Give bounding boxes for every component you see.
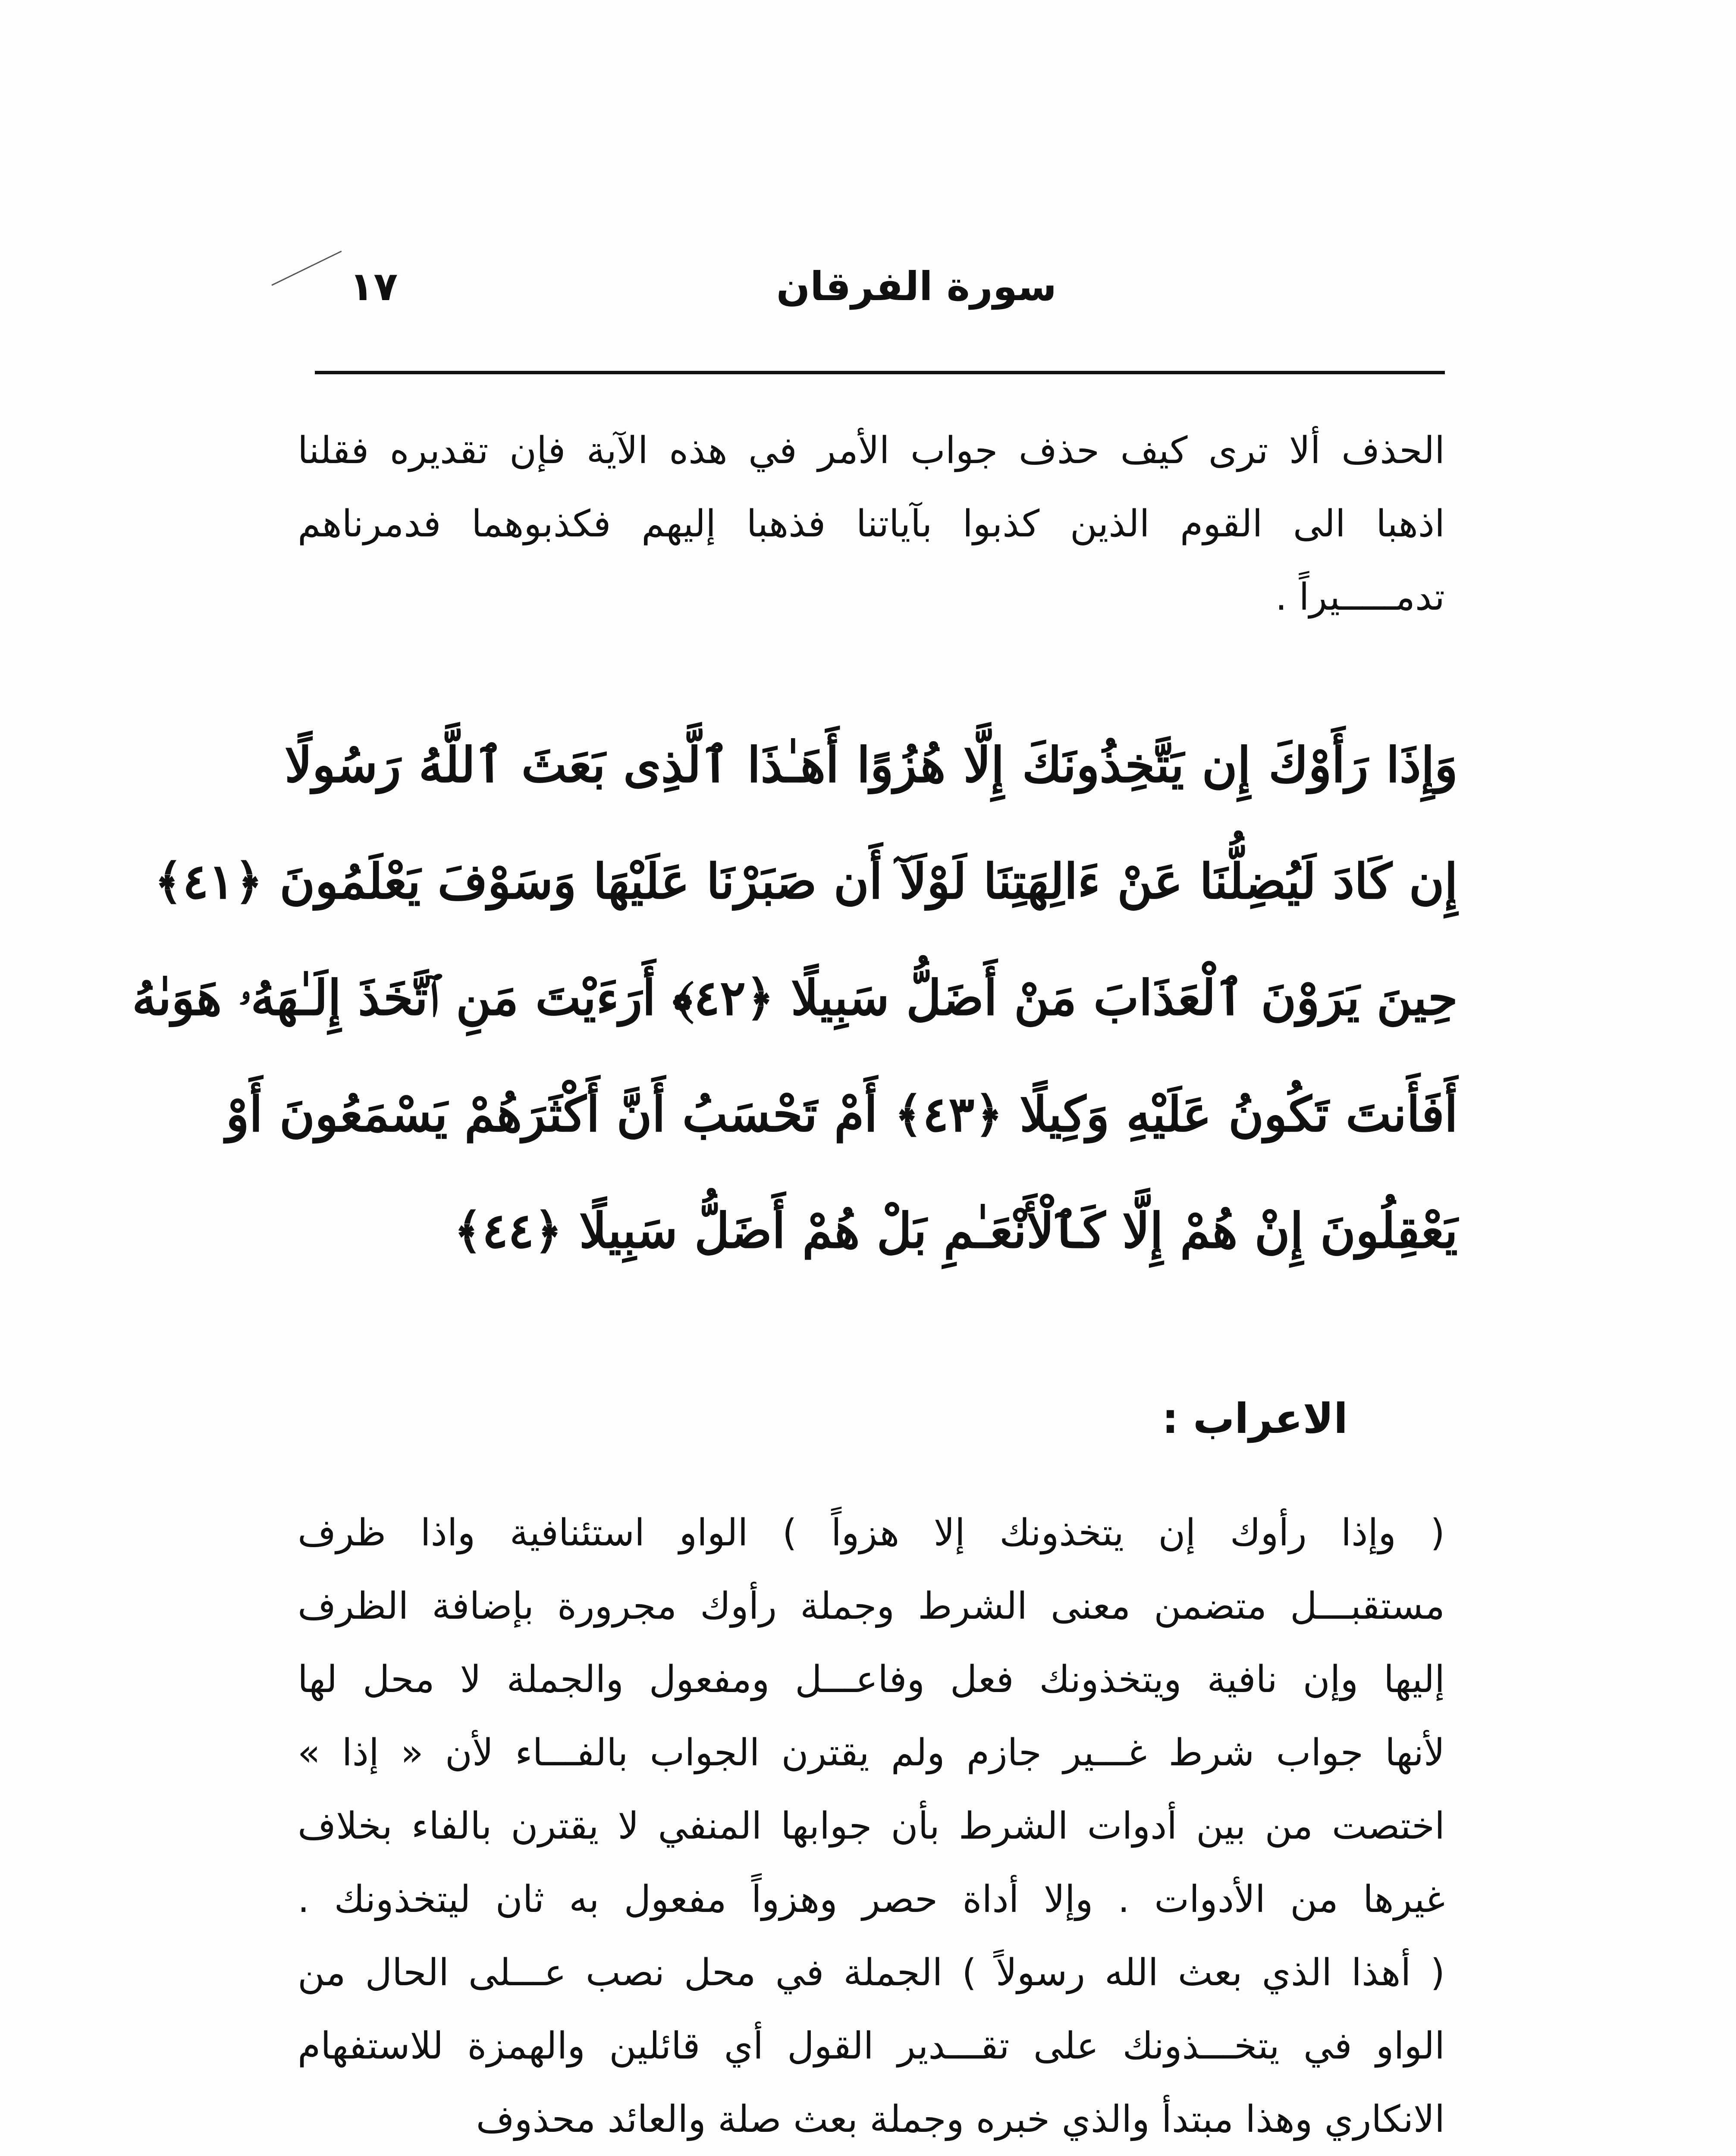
irab-line: غيرها من الأدوات . وإلا أداة حصر وهزواً مفعول به ثان ليتخذونك . xyxy=(298,1878,1445,1921)
intro-paragraph xyxy=(298,414,1445,634)
surah-title: سورة الفرقان xyxy=(776,263,1057,310)
irab-line: ( وإذا رأوك إن يتخذونك إلا هزواً ) الواو استئنافية واذا ظرف xyxy=(298,1511,1445,1554)
verse-line: أَفَأَنتَ تَكُونُ عَلَيْهِ وَكِيلًا ﴿٤٣﴾ أَمْ تَحْسَبُ أَنَّ أَكْثَرَهُمْ يَسْمَعُونَ أَوْ xyxy=(226,1086,1458,1143)
irab-line: الواو في يتخـــذونك على تقـــدير القول أي قائلين والهمزة للاستفهام xyxy=(298,2024,1445,2068)
page-header xyxy=(315,259,1445,319)
intro-line: الحذف ألا ترى كيف حذف جواب الأمر في هذه الآية فإن تقديره فقلنا xyxy=(298,429,1445,472)
verse-line: حِينَ يَرَوْنَ ٱلْعَذَابَ مَنْ أَضَلُّ سَبِيلًا ﴿٤٢﴾ أَرَءَيْتَ مَنِ ٱتَّخَذَ إِلَـٰهَهُۥ هَوَىٰهُ xyxy=(132,970,1458,1026)
verse-line: وَإِذَا رَأَوْكَ إِن يَتَّخِذُونَكَ إِلَّا هُزُوًا أَهَـٰذَا ٱلَّذِى بَعَثَ ٱللَّهُ رَسُولًا xyxy=(285,737,1458,793)
irab-paragraph xyxy=(298,1496,1445,2156)
intro-line: اذهبا الى القوم الذين كذبوا بآياتنا فذهبا إليهم فكذبوهما فدمرناهم xyxy=(298,502,1445,545)
verse-line: يَعْقِلُونَ إِنْ هُمْ إِلَّا كَٱلْأَنْعَـٰمِ بَلْ هُمْ أَضَلُّ سَبِيلًا ﴿٤٤﴾ xyxy=(454,1203,1458,1259)
irab-line: الانكاري وهذا مبتدأ والذي خبره وجملة بعث صلة والعائد محذوف xyxy=(476,2098,1445,2141)
verse-line: إِن كَادَ لَيُضِلُّنَا عَنْ ءَالِهَتِنَا لَوْلَآ أَن صَبَرْنَا عَلَيْهَا وَسَوْفَ يَعْلَمُونَ ﴿٤١﴾ xyxy=(154,853,1458,910)
header-divider xyxy=(315,371,1445,374)
irab-line: ( أهذا الذي بعث الله رسولاً ) الجملة في محل نصب عـــلى الحال من xyxy=(298,1951,1445,1994)
irab-line: اختصت من بين أدوات الشرط بأن جوابها المنفي لا يقترن بالفاء بخلاف xyxy=(298,1805,1445,1848)
irab-heading: الاعراب : xyxy=(1162,1395,1348,1443)
irab-line: إليها وإن نافية ويتخذونك فعل وفاعـــل ومفعول والجملة لا محل لها xyxy=(298,1658,1445,1701)
irab-line: لأنها جواب شرط غـــير جازم ولم يقترن الجواب بالفـــاء لأن « إذا » xyxy=(298,1731,1445,1774)
intro-line: تدمـــــيراً . xyxy=(1275,576,1445,619)
irab-line: مستقبـــل متضمن معنى الشرط وجملة رأوك مجرورة بإضافة الظرف xyxy=(298,1585,1445,1628)
page-number: ١٧ xyxy=(349,263,398,310)
quran-verses xyxy=(132,707,1458,1289)
